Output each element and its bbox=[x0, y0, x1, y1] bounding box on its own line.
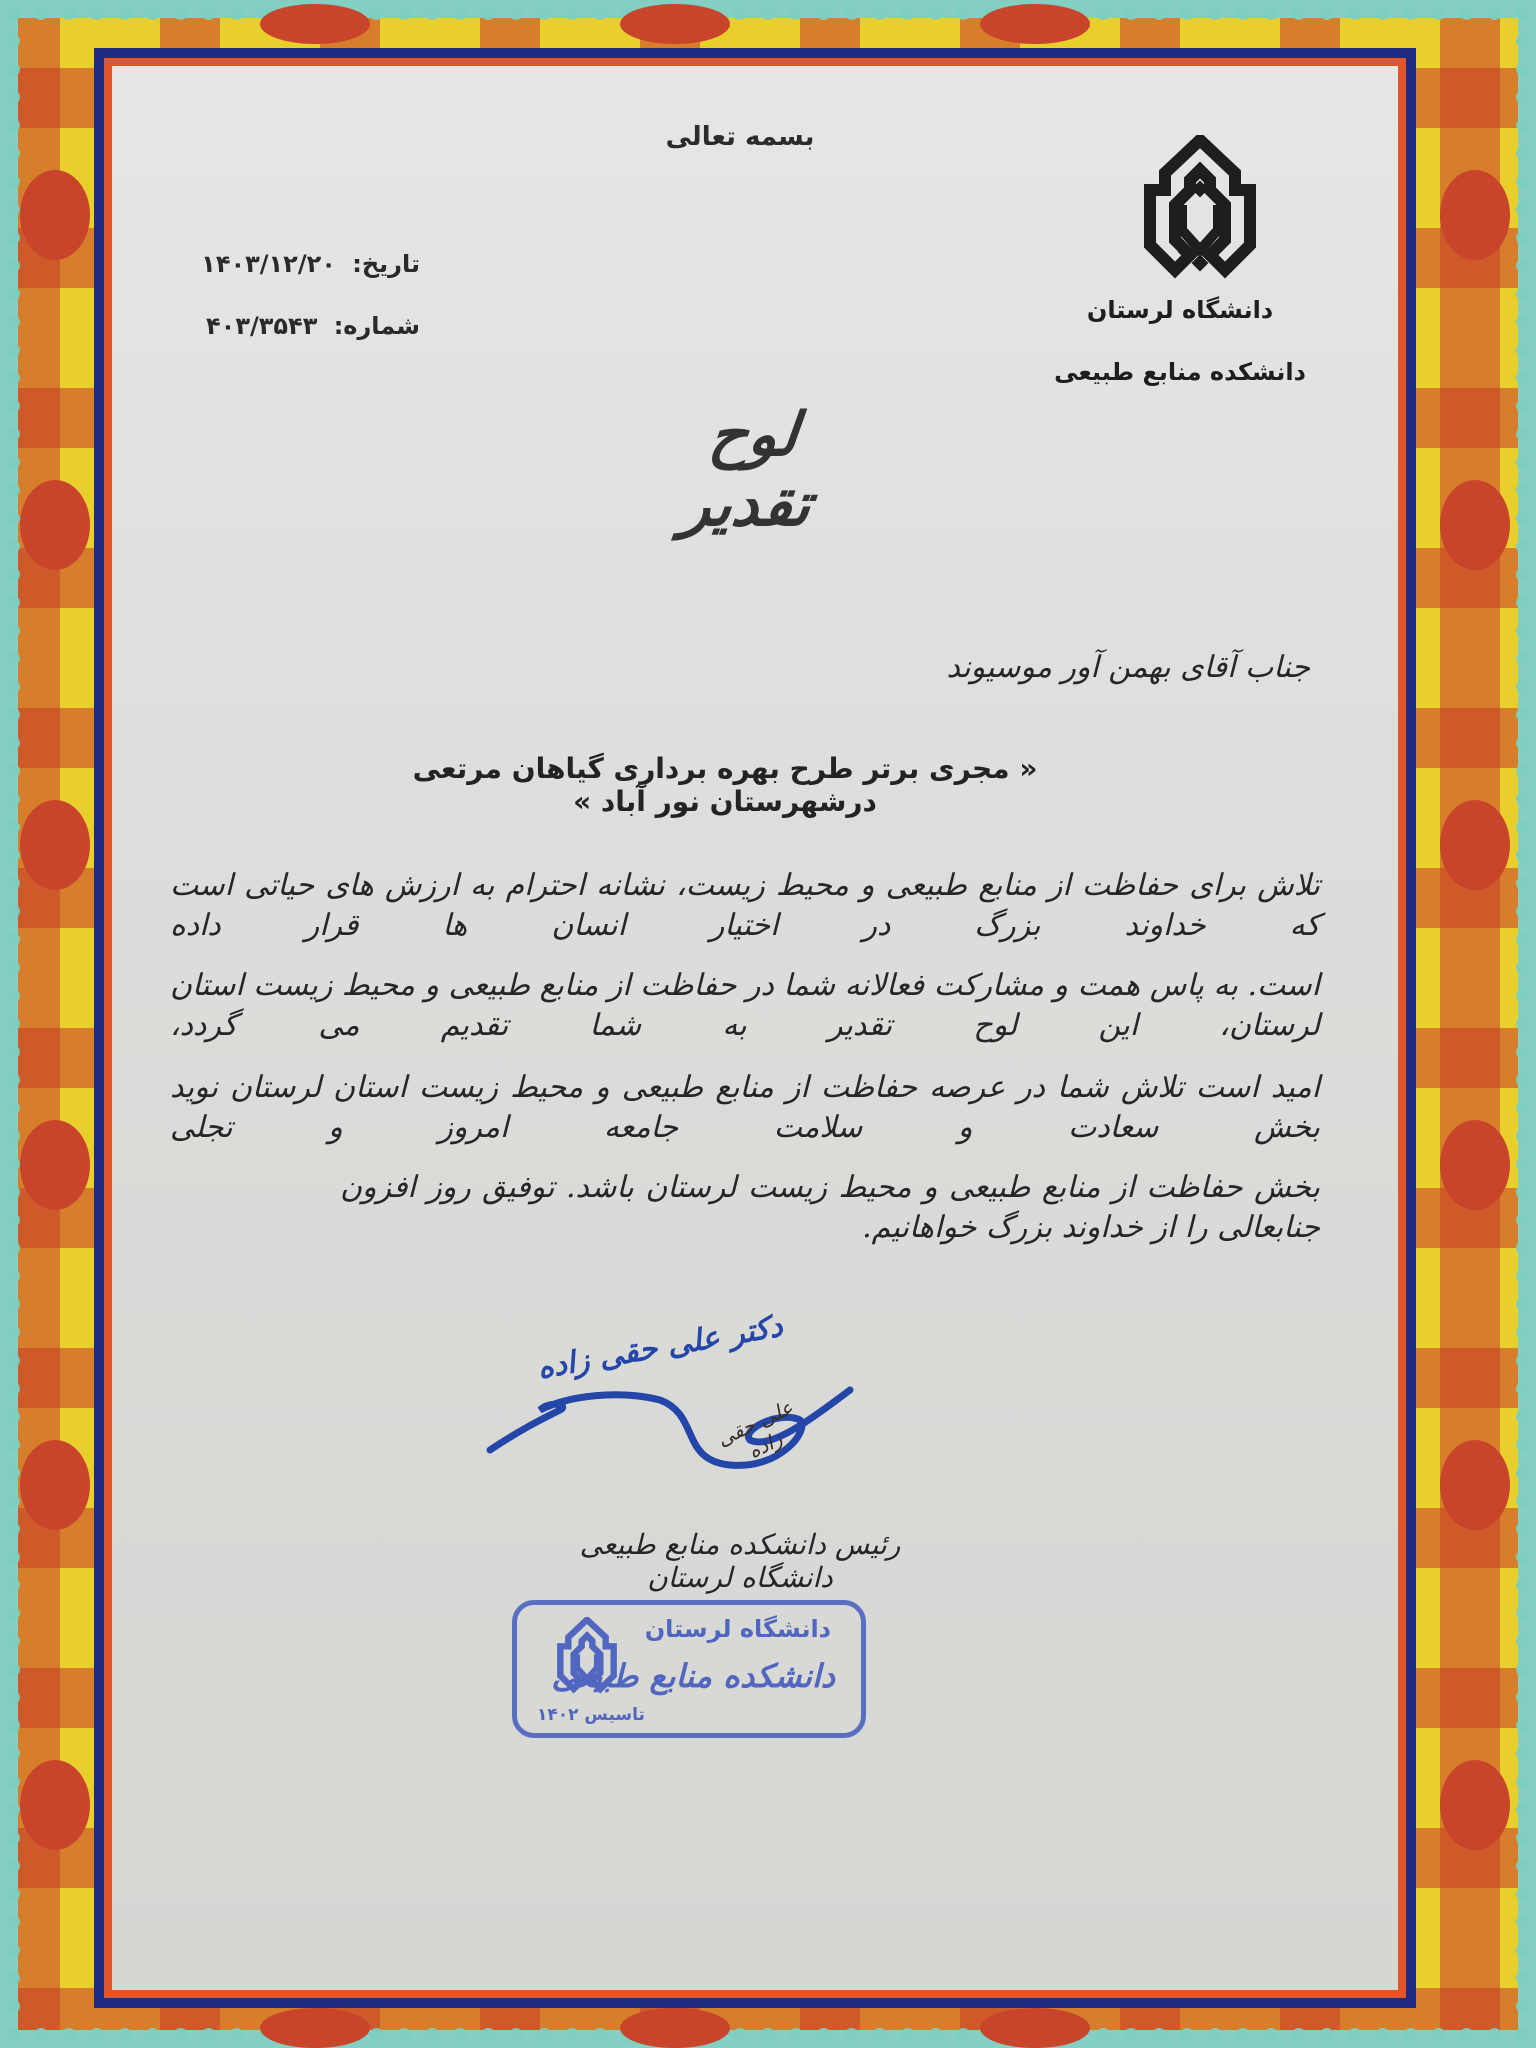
stamp-faculty: دانشکده منابع طبیعی bbox=[551, 1657, 835, 1695]
date-row bbox=[200, 250, 420, 278]
certificate-title: لوح تقدیر bbox=[678, 400, 815, 540]
faculty-stamp bbox=[512, 1600, 866, 1738]
stamp-established: تاسیس ۱۴۰۲ bbox=[537, 1705, 645, 1725]
lorestan-university-logo-icon bbox=[1140, 135, 1260, 285]
signer-printed-name-in-signature: علی حقی زاده bbox=[713, 1395, 797, 1464]
body-line-4: بخش حفاظت از منابع طبیعی و محیط زیست لرستان باشد. توفیق روز افزون جنابعالی را از خداوند بزرگ خواهانیم. bbox=[340, 1170, 1320, 1245]
body-line-1: تلاش برای حفاظت از منابع طبیعی و محیط زیست، نشانه احترام به ارزش های حیاتی است که خداوند بزرگ در اختیار انسان ها قرار داده bbox=[170, 868, 1320, 943]
university-name: دانشگاه لرستان bbox=[1086, 296, 1274, 324]
date-label: تاریخ: bbox=[352, 250, 420, 278]
stamp-university: دانشگاه لرستان bbox=[644, 1615, 831, 1643]
signer-handwritten-name: دکتر علی حقی زاده bbox=[534, 1308, 786, 1387]
lorestan-university-logo-icon bbox=[555, 1617, 619, 1697]
date-value: ۱۴۰۳/۱۲/۲۰ bbox=[201, 250, 336, 278]
number-row bbox=[200, 312, 420, 340]
signer-role: رئیس دانشکده منابع طبیعی دانشگاه لرستان bbox=[579, 1528, 901, 1594]
number-value: ۴۰۳/۳۵۴۳ bbox=[206, 312, 318, 340]
award-subject: « مجری برتر طرح بهره برداری گیاهان مرتعی درشهرستان نور آباد » bbox=[412, 752, 1038, 818]
faculty-name: دانشکده منابع طبیعی bbox=[1054, 358, 1306, 386]
body-line-3: امید است تلاش شما در عرصه حفاظت از منابع طبیعی و محیط زیست استان لرستان نوید بخش سعادت و سلامت جامعه امروز و تجلی bbox=[170, 1070, 1320, 1145]
body-line-2: است. به پاس همت و مشارکت فعالانه شما در حفاظت از منابع طبیعی و محیط زیست استان لرستان، این لوح تقدیر به شما تقدیم می گردد، bbox=[170, 968, 1320, 1043]
invocation-text: بسمه تعالی bbox=[665, 122, 815, 152]
number-label: شماره: bbox=[333, 312, 420, 340]
addressee: جناب آقای بهمن آور موسیوند bbox=[946, 650, 1310, 685]
